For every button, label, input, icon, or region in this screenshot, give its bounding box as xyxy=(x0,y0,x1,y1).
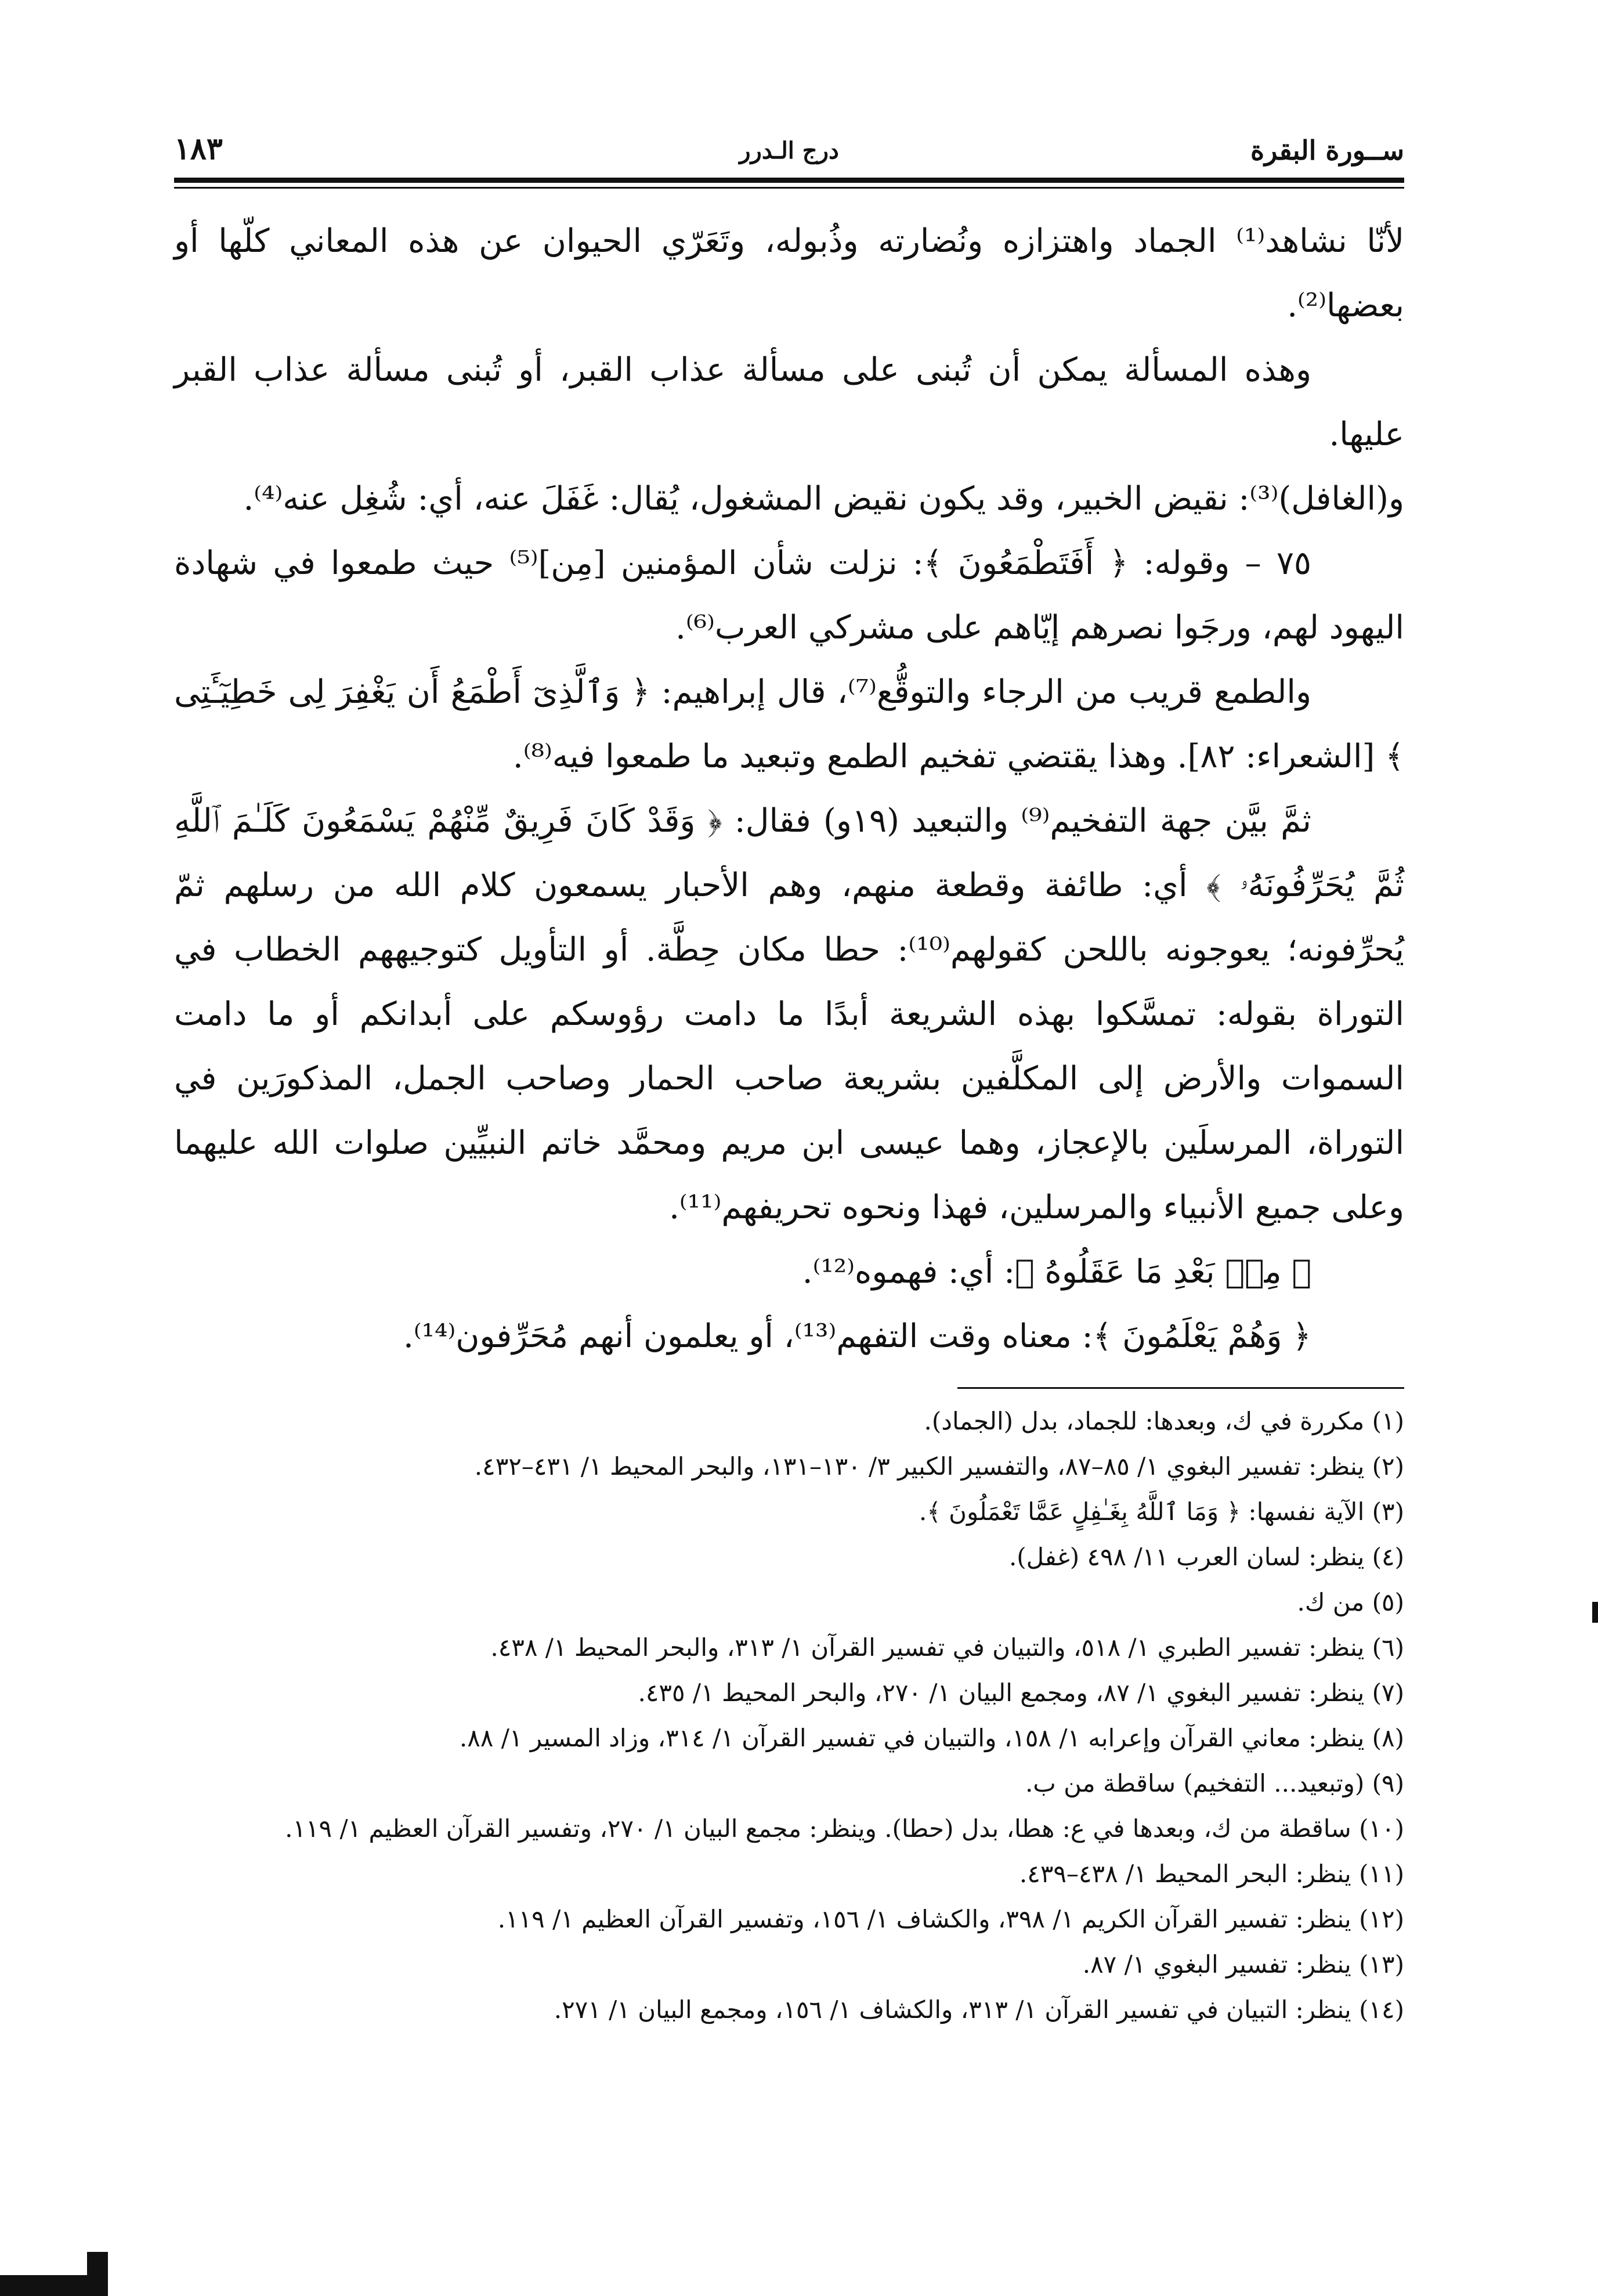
paragraph: و(الغافل)⁽³⁾: نقيض الخبير، وقد يكون نقيض المشغول، يُقال: غَفَلَ عنه، أي: شُغِل عنه⁽⁴⁾. xyxy=(243,480,1404,518)
footnote: (٨) ينظر: معاني القرآن وإعرابه ١/ ١٥٨، والتبيان في تفسير القرآن ١/ ٣١٤، وزاد المسير ١/ ٨٨. xyxy=(459,1724,1404,1752)
paragraph: والطمع قريب من الرجاء والتوقُّع⁽⁷⁾، قال إبراهيم: ﴿ وَٱلَّذِىٓ أَطْمَعُ أَن يَغْفِرَ لِى خَطِيٓـَٔتِى ﴾ [الشعراء: ٨٢]. وهذا يقتضي تفخيم الطمع وتبعيد ما طمعوا فيه⁽⁸⁾. xyxy=(174,673,1404,775)
footnote: (٩) (وتبعيد... التفخيم) ساقطة من ب. xyxy=(1025,1769,1404,1797)
main-text xyxy=(174,209,1404,1369)
paragraph: ٧٥ – وقوله: ﴿ أَفَتَطْمَعُونَ ﴾: نزلت شأن المؤمنين [مِن]⁽⁵⁾ حيث طمعوا في شهادة اليهود لهم، ورجَوا نصرهم إيّاهم على مشركي العرب⁽⁶⁾. xyxy=(174,544,1404,647)
paragraph: ﴿ مِنۢ بَعْدِ مَا عَقَلُوهُ ﴾: أي: فهموه⁽¹²⁾. xyxy=(802,1253,1311,1291)
book-title: درج الـدرر xyxy=(739,137,839,164)
footnote: (٦) ينظر: تفسير الطبري ١/ ٥١٨، والتبيان في تفسير القرآن ١/ ٣١٣، والبحر المحيط ١/ ٤٣٨. xyxy=(490,1633,1404,1662)
footnote: (١٣) ينظر: تفسير البغوي ١/ ٨٧. xyxy=(1082,1950,1404,1979)
paragraph: لأنّا نشاهد⁽¹⁾ الجماد واهتزازه ونُضارته وذُبوله، وتَعَرّي الحيوان عن هذه المعاني كلّها أو بعضها⁽²⁾. xyxy=(174,222,1405,324)
paragraph: وهذه المسألة يمكن أن تُبنى على مسألة عذاب القبر، أو تُبنى مسألة عذاب القبر عليها. xyxy=(174,351,1404,453)
surah-title: ســورة البقرة xyxy=(1250,135,1404,166)
footnote: (٧) ينظر: تفسير البغوي ١/ ٨٧، ومجمع البيان ١/ ٢٧٠، والبحر المحيط ١/ ٤٣٥. xyxy=(638,1678,1404,1707)
footnote: (٥) من ك. xyxy=(1297,1588,1404,1616)
scan-edge-mark xyxy=(1592,1602,1598,1623)
footnote: (١١) ينظر: البحر المحيط ١/ ٤٣٨–٤٣٩. xyxy=(1019,1860,1404,1888)
footnote: (٣) الآية نفسها: ﴿ وَمَا ٱللَّهُ بِغَـٰفِلٍ عَمَّا تَعْمَلُونَ ﴾. xyxy=(919,1497,1404,1526)
footnotes xyxy=(285,1399,1404,2033)
scan-edge-mark xyxy=(87,2252,108,2296)
footnote: (٢) ينظر: تفسير البغوي ١/ ٨٥–٨٧، والتفسير الكبير ٣/ ١٣٠–١٣١، والبحر المحيط ١/ ٤٣١–٤٣٢. xyxy=(474,1452,1404,1481)
footnote: (١٠) ساقطة من ك، وبعدها في ع: هطا، بدل (حطا). وينظر: مجمع البيان ١/ ٢٧٠، وتفسير القرآن العظيم ١/ ١١٩. xyxy=(285,1814,1404,1843)
header-rule-thick xyxy=(174,178,1404,183)
page-number: ١٨٣ xyxy=(174,131,223,167)
running-header xyxy=(174,129,1404,175)
paragraph: ثمَّ بيَّن جهة التفخيم⁽⁹⁾ والتبعيد (١٩و) فقال: ﴿ وَقَدْ كَانَ فَرِيقٌ مِّنْهُمْ يَسْمَعُونَ كَلَـٰمَ ٱللَّهِ ثُمَّ يُحَرِّفُونَهُۥ ﴾ أي: طائفة وقطعة منهم، وهم الأحبار يسمعون كلام الله من رسلهم ثمّ يُحرِّفونه؛ يعوجونه باللحن كقولهم⁽¹⁰⁾: حطا مكان حِطَّة. أو التأويل كتوجيههم الخطاب في التوراة بقوله: تمسَّكوا بهذه الشريعة أبدًا ما دامت رؤوسكم على أبدانكم أو ما دامت السموات والأرض إلى المكلَّفين بشريعة صاحب الحمار وصاحب الجمل، المذكورَين في التوراة، المرسلَين بالإعجاز، وهما عيسى ابن مريم ومحمَّد خاتم النبيِّين صلوات الله عليهما وعلى جميع الأنبياء والمرسلين، فهذا ونحوه تحريفهم⁽¹¹⁾. xyxy=(174,802,1404,1226)
footnote: (١٤) ينظر: التبيان في تفسير القرآن ١/ ٣١٣، والكشاف ١/ ١٥٦، ومجمع البيان ١/ ٢٧١. xyxy=(554,1995,1404,2024)
footnote-separator xyxy=(957,1387,1404,1389)
header-rule-thin xyxy=(174,187,1404,189)
footnote: (١) مكررة في ك، وبعدها: للجماد، بدل (الجماد). xyxy=(924,1407,1404,1435)
paragraph: ﴿ وَهُمْ يَعْلَمُونَ ﴾: معناه وقت التفهم⁽¹³⁾، أو يعلمون أنهم مُحَرِّفون⁽¹⁴⁾. xyxy=(403,1317,1311,1355)
footnote: (١٢) ينظر: تفسير القرآن الكريم ١/ ٣٩٨، والكشاف ١/ ١٥٦، وتفسير القرآن العظيم ١/ ١١٩. xyxy=(497,1905,1404,1933)
footnote: (٤) ينظر: لسان العرب ١١/ ٤٩٨ (غفل). xyxy=(1008,1543,1404,1571)
